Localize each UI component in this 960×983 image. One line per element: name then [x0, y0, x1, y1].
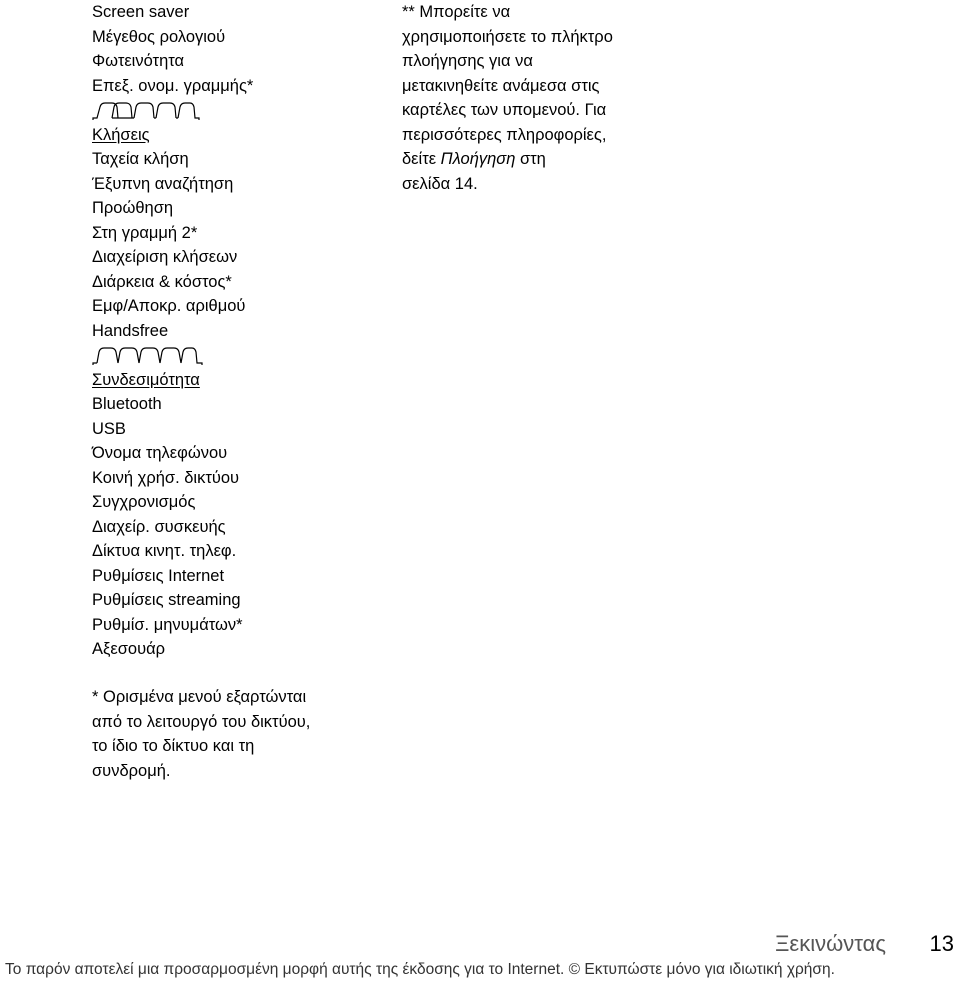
footnote — [92, 685, 392, 783]
menu-item: Επεξ. ονομ. γραμμής* — [92, 76, 254, 95]
menu-item: Ρυθμίσ. μηνυμάτων* — [92, 615, 243, 634]
menu-item: Screen saver — [92, 3, 190, 21]
menu-item: Bluetooth — [92, 395, 162, 413]
copyright-disclaimer: Το παρόν αποτελεί μια προσαρμοσμένη μορφή αυτής της έκδοσης για το Internet. © Εκτυπώστε μόνο για ιδιωτική χρήση. — [5, 961, 835, 978]
navigation-tip — [402, 0, 662, 196]
tip-reference-line — [402, 147, 662, 172]
navigation-reference-link[interactable]: Πλοήγηση — [440, 150, 516, 168]
menu-item: Όνομα τηλεφώνου — [92, 444, 228, 462]
tip-line: σελίδα 14. — [402, 174, 478, 193]
menu-item: Handsfree — [92, 321, 169, 340]
menu-item: Συγχρονισμός — [92, 493, 196, 511]
footnote-line: * Ορισμένα μενού εξαρτώνται — [92, 688, 307, 706]
tip-ref-suffix: στη — [515, 150, 546, 168]
menu-item: Φωτεινότητα — [92, 52, 185, 70]
connectivity-heading: Συνδεσιμότητα — [92, 370, 200, 389]
tip-line: καρτέλες των υπομενού. Για — [402, 101, 607, 119]
footnote-line: συνδρομή. — [92, 761, 171, 780]
tip-line: πλοήγησης για να — [402, 52, 533, 70]
tip-ref-prefix: δείτε — [402, 150, 441, 168]
calls-heading: Κλήσεις — [92, 125, 150, 144]
tab-row-icon — [92, 343, 392, 368]
menu-item: USB — [92, 419, 126, 438]
submenu-tabs-icon — [92, 346, 204, 366]
menu-item: Αξεσουάρ — [92, 640, 166, 658]
menu-item: Κοινή χρήσ. δικτύου — [92, 468, 240, 487]
tip-line: περισσότερες πληροφορίες, — [402, 125, 607, 144]
tip-line: μετακινηθείτε ανάμεσα στις — [402, 76, 600, 95]
menu-item: Έξυπνη αναζήτηση — [92, 174, 234, 193]
footnote-line: το ίδιο το δίκτυο και τη — [92, 737, 255, 755]
menu-list — [92, 0, 392, 662]
menu-item: Δίκτυα κινητ. τηλεφ. — [92, 542, 237, 560]
tip-line: ** Μπορείτε να — [402, 3, 511, 21]
menu-item: Προώθηση — [92, 199, 174, 217]
footnote-line: από το λειτουργό του δικτύου, — [92, 712, 311, 731]
menu-item: Διαχείριση κλήσεων — [92, 248, 238, 266]
menu-item: Διαχείρ. συσκευής — [92, 517, 226, 536]
menu-item: Ρυθμίσεις streaming — [92, 591, 241, 609]
menu-item: Εμφ/Αποκρ. αριθμού — [92, 297, 246, 315]
page-number: 13 — [929, 931, 954, 956]
tip-line: χρησιμοποιήσετε το πλήκτρο — [402, 27, 613, 46]
submenu-tabs-icon — [92, 101, 202, 121]
menu-item: Ρυθμίσεις Internet — [92, 566, 225, 585]
menu-item: Διάρκεια & κόστος* — [92, 272, 232, 291]
menu-item: Ταχεία κλήση — [92, 150, 189, 168]
menu-item: Στη γραμμή 2* — [92, 223, 198, 242]
menu-item: Μέγεθος ρολογιού — [92, 27, 226, 46]
tab-row-icon — [92, 98, 392, 123]
section-title: Ξεκινώντας — [775, 931, 886, 956]
